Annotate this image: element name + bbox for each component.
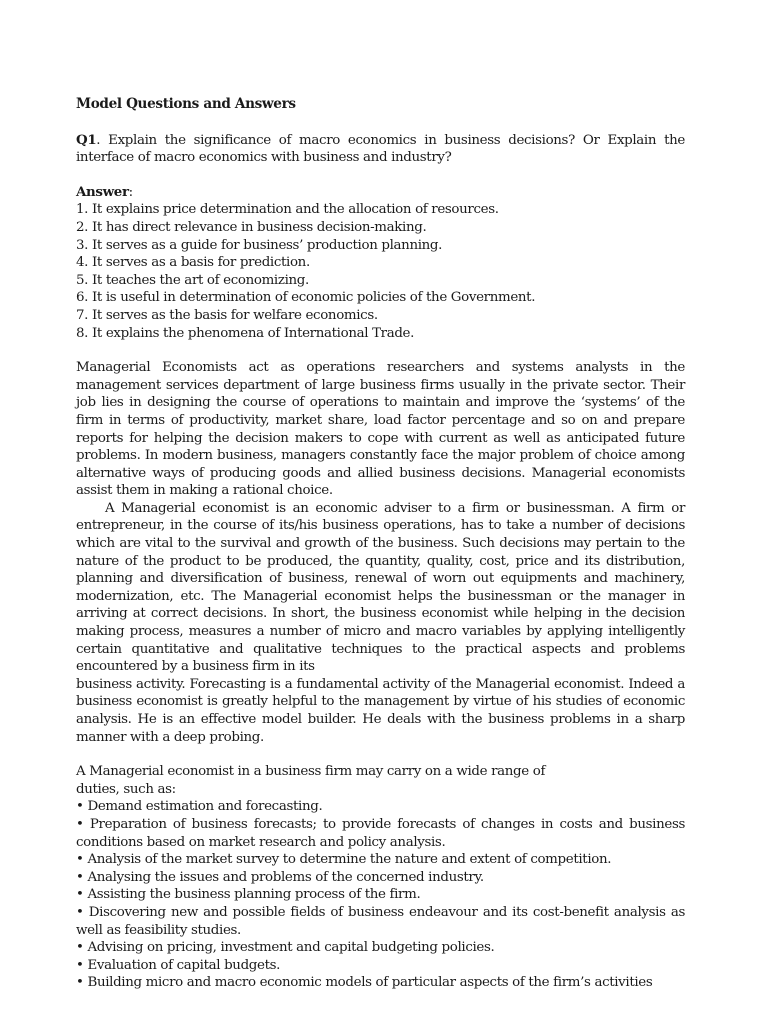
answer-point: 5. It teaches the art of economizing. [76,272,309,288]
duty-item: • Preparation of business forecasts; to provide forecasts of changes in costs and business conditions based on market research and policy analysis. [76,816,685,850]
answer-heading [76,184,685,202]
duty-item: • Demand estimation and forecasting. [76,799,323,815]
paragraph-economic-adviser: A Managerial economist is an economic adviser to a firm or businessman. A firm or entrepreneur, in the course of its/his business operations, has to take a number of decisions which are vital to the survival and growth of the business. Such decisions may pertain to the nature of the product to be produced, the quantity, quality, cost, price and its distribution, planning and diversification of business, renewal of worn out equipments and machinery, modernization, etc. The Managerial economist helps the businessman or the manager in arriving at correct decisions. In short, the business economist while helping in the decision making process, measures a number of micro and macro variables by applying intelligently certain quantitative and qualitative techniques to the practical aspects and problems encountered by a business firm in its [76,500,685,675]
answer-point: 4. It serves as a basis for prediction. [76,255,310,271]
duty-item: • Evaluation of capital budgets. [76,957,281,973]
duties-list [76,798,685,992]
duty-item: • Analysis of the market survey to determine the nature and extent of competition. [76,852,612,868]
answer-point: 7. It serves as the basis for welfare economics. [76,307,378,323]
document-page [76,96,685,992]
duty-item: • Analysing the issues and problems of the concerned industry. [76,869,484,885]
answer-point: 6. It is useful in determination of economic policies of the Government. [76,290,536,306]
answer-point: 2. It has direct relevance in business decision-making. [76,219,427,235]
question-text: . Explain the significance of macro economics in business decisions? Or Explain the interface of macro economics with business and industry? [76,132,685,166]
paragraph-forecasting: business activity. Forecasting is a fundamental activity of the Managerial economist. Indeed a business economist is greatly helpful to the management by virtue of his studies of economic analysis. He is an effective model builder. He deals with the business problems in a sharp manner with a deep probing. [76,676,685,745]
duty-item: • Building micro and macro economic models of particular aspects of the firm’s activities [76,975,653,991]
answer-point: 8. It explains the phenomena of International Trade. [76,325,415,341]
duty-item: • Advising on pricing, investment and capital budgeting policies. [76,940,495,956]
answer-list [76,201,685,342]
question-1 [76,132,685,167]
duties-intro-line-2: duties, such as: [76,781,176,797]
question-number: Q1 [76,131,97,148]
duty-item: • Assisting the business planning process of the firm. [76,887,421,903]
duty-item: • Discovering new and possible fields of business endeavour and its cost-benefit analysis as well as feasibility studies. [76,904,685,938]
paragraph-managerial-economists: Managerial Economists act as operations researchers and systems analysts in the management services department of large business firms usually in the private sector. Their job lies in designing the course of operations to maintain and improve the ‘systems’ of the firm in terms of productivity, market share, load factor percentage and so on and prepare reports for helping the decision makers to cope with current as well as anticipated future problems. In modern business, managers constantly face the major problem of choice among alternative ways of producing goods and allied business decisions. Managerial economists assist them in making a rational choice. [76,360,685,499]
answer-point: 3. It serves as a guide for business’ production planning. [76,237,443,253]
answer-point: 1. It explains price determination and the allocation of resources. [76,202,499,218]
answer-label: Answer [76,183,129,200]
document-title: Model Questions and Answers [76,96,296,112]
duties-intro-line-1: A Managerial economist in a business firm may carry on a wide range of [76,764,546,780]
answer-colon: : [128,184,133,200]
